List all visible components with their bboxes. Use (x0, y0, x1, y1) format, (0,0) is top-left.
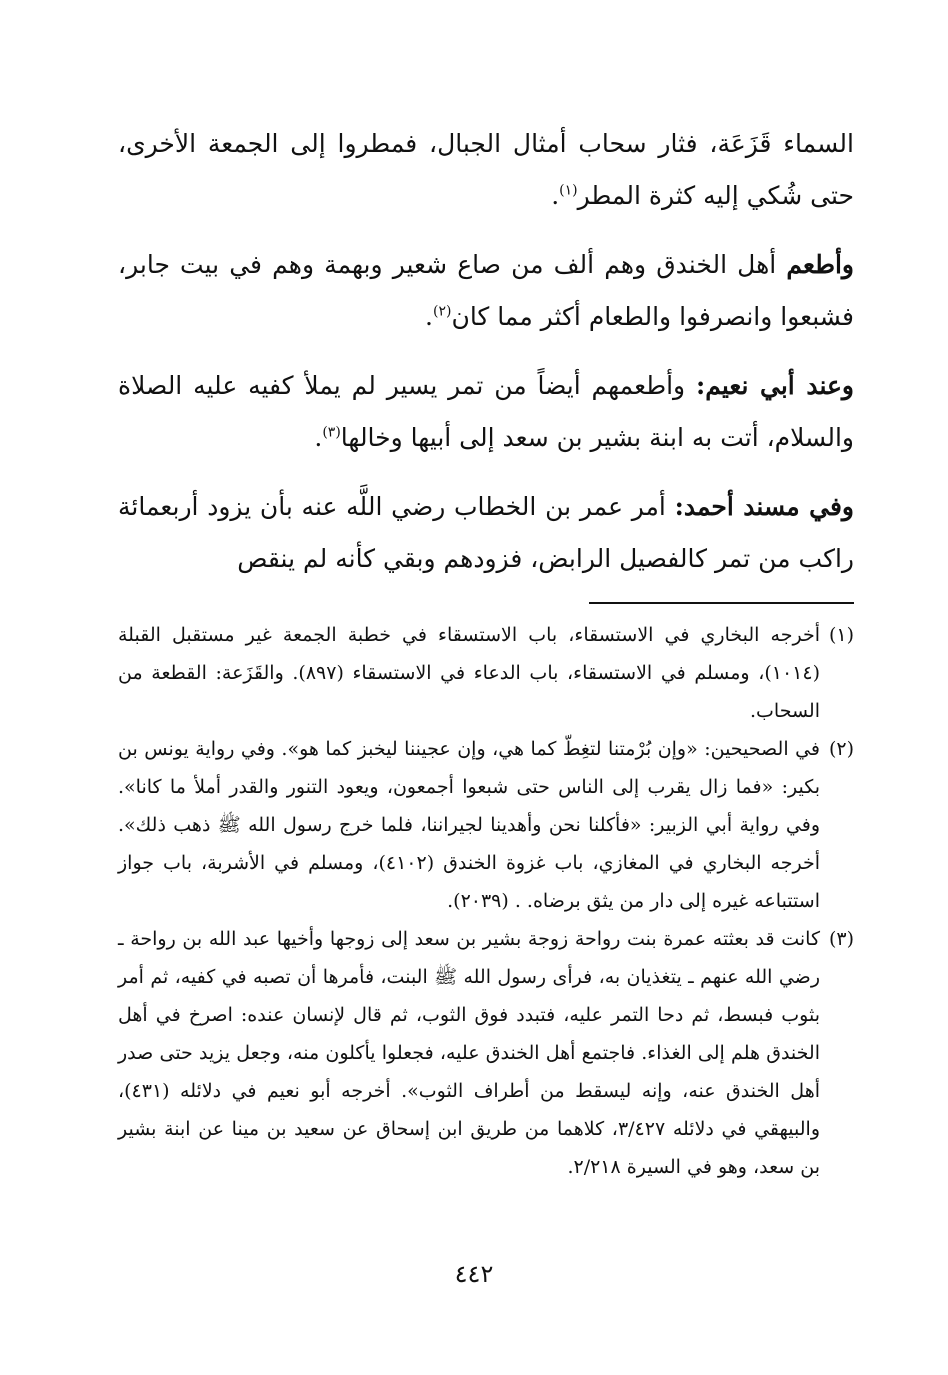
paragraph-3-lead: وعند أبي نعيم: (695, 371, 855, 400)
paragraph-2: وأطعم أهل الخندق وهم ألف من صاع شعير وبهمة وهم في بيت جابر، فشبعوا وانصرفوا والطعام أكثر مما كان$^{(٢)}$. (118, 250, 854, 331)
footnote-text: كانت قد بعثته عمرة بنت رواحة زوجة بشير بن سعد إلى زوجها وأخيها عبد الله بن رواحة ـ رضي الله عنهم ـ يتغذيان به، فرأى رسول الله ﷺ البنت، فأمرها أن تصبه في كفيه، ثم أمر بثوب فبسط، ثم دحا التمر عليه، فتبدد فوق الثوب، ثم قال لإنسان عنده: اصرخ في أهل الخندق هلم إلى الغذاء. فاجتمع أهل الخندق عليه، فجعلوا يأكلون منه، وجعل يزيد حتى صدر أهل الخندق عنه، وإنه ليسقط من أطراف الثوب». أخرجه أبو نعيم في دلائله (٤٣١)، والبيهقي في دلائله ٣/٤٢٧، كلاهما من طريق ابن إسحاق عن سعيد بن مينا عن ابنة بشير بن سعد، وهو في السيرة ٢/٢١٨. (118, 928, 820, 1178)
footnote-ref-1[interactable]: (١) (559, 182, 578, 199)
page-number: ٤٤٢ (454, 1260, 494, 1288)
paragraph-2-lead: وأطعم (786, 250, 854, 279)
main-text (118, 118, 854, 585)
footnote-1 (118, 616, 854, 730)
footnote-ref-3[interactable]: (٣) (322, 424, 341, 441)
paragraph-4: وفي مسند أحمد: أمر عمر بن الخطاب رضي اللَّه عنه بأن يزود أربعمائة راكب من تمر كالفصيل الرابض، فزودهم وبقي كأنه لم ينقص (118, 492, 854, 573)
footnote-text: أخرجه البخاري في الاستسقاء، باب الاستسقاء في خطبة الجمعة غير مستقبل القبلة (١٠١٤)، ومسلم في الاستسقاء، باب الدعاء في الاستسقاء (٨٩٧). والقَزَعة: القطعة من السحاب. (118, 624, 821, 722)
footnote-number: (٢) (828, 738, 854, 760)
footnote-3 (118, 920, 854, 1186)
footnote-divider (589, 602, 854, 604)
footnote-2 (118, 730, 854, 920)
footnote-text: في الصحيحين: «وإن بُرْمتنا لتغِطّ كما هي، وإن عجيننا ليخبز كما هو». وفي رواية يونس بن بكير: «فما زال يقرب إلى الناس حتى شبعوا أجمعون، ويعود التنور والقدر أملأ ما كانا». وفي رواية أبي الزبير: «فأكلنا نحن وأهدينا لجيراننا، فلما خرج رسول الله ﷺ ذهب ذلك». أخرجه البخاري في المغازي، باب غزوة الخندق (٤١٠٢)، ومسلم في الأشربة، باب جواز استتباعه غيره إلى دار من يثق برضاه. . (٢٠٣٩). (118, 738, 820, 912)
paragraph-4-lead: وفي مسند أحمد: (674, 492, 854, 521)
footnote-number: (٣) (828, 928, 854, 950)
footnote-number: (١) (828, 624, 854, 646)
footnote-ref-2[interactable]: (٢) (432, 303, 452, 320)
page-body (118, 118, 854, 1186)
footnotes (118, 616, 854, 1186)
paragraph-3: وعند أبي نعيم: وأطعمهم أيضاً من تمر يسير لم يملأ كفيه عليه الصلاة والسلام، أتت به ابنة بشير بن سعد إلى أبيها وخالها$^{(٣)}$. (118, 371, 855, 452)
paragraph-1: السماء قَزَعَة، فثار سحاب أمثال الجبال، فمطروا إلى الجمعة الأخرى، حتى شُكي إليه كثرة المطر$^{(١)}$. (118, 129, 854, 210)
